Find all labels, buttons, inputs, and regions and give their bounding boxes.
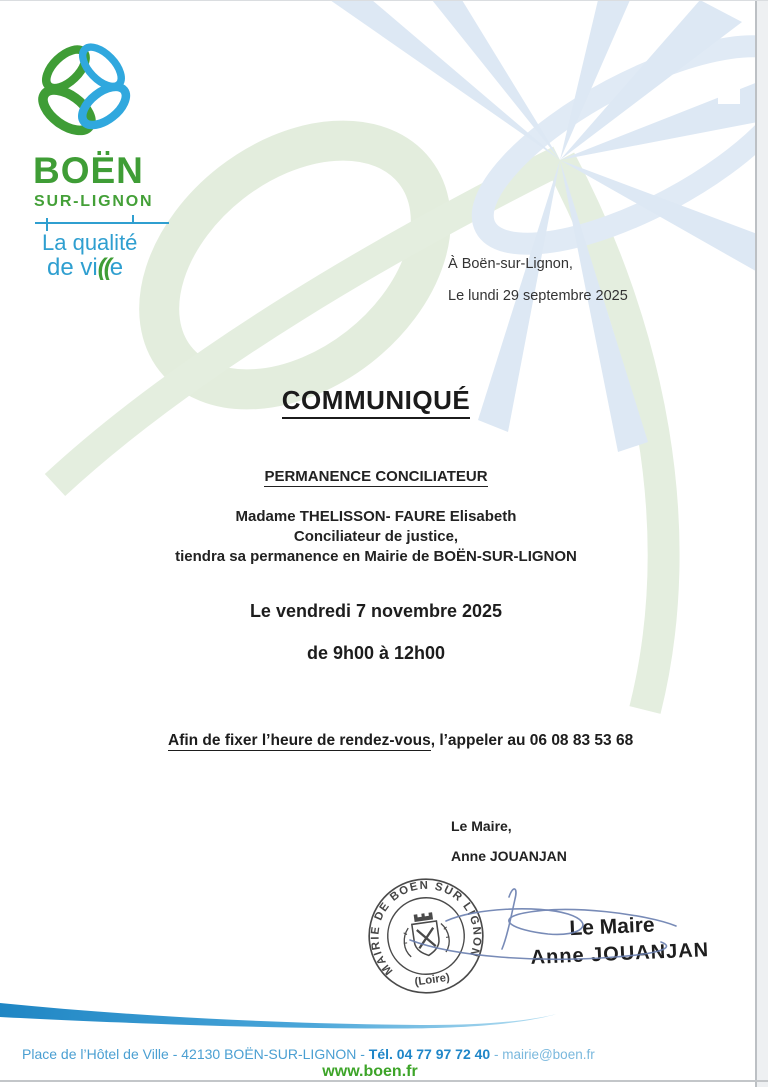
event-date: Le vendredi 7 novembre 2025 <box>249 601 503 621</box>
notice-body <box>0 507 752 567</box>
logo-tagline-line2 <box>47 254 123 282</box>
document-title <box>0 385 752 419</box>
notice-heading-text: PERMANENCE CONCILIATEUR <box>264 468 488 485</box>
scan-edge-top-line <box>0 0 768 1</box>
stamp-ring-text: MAIRIE DE BOEN SUR LIGNON <box>369 879 483 977</box>
logo-subtitle: SUR-LIGNON <box>34 193 154 210</box>
scan-white-square-artifact <box>718 84 740 104</box>
signoff-role: Le Maire, <box>451 818 512 834</box>
footer-website: www.boen.fr <box>322 1063 418 1080</box>
notice-line-2: Conciliateur de justice, <box>293 528 459 545</box>
appointment-phone-text: , l’appeler au 06 08 83 53 68 <box>430 732 634 749</box>
footer-wave-icon <box>0 1000 566 1030</box>
letter-date-line: Le lundi 29 septembre 2025 <box>448 288 628 304</box>
footer-address-text: Place de l’Hôtel de Ville - 42130 BOËN-SUR-LIGNON - <box>22 1046 369 1062</box>
leaf-glyph-icon: (( <box>97 254 110 281</box>
logo-tagline-line1: La qualité <box>42 230 138 255</box>
printed-role: Le Maire <box>568 913 656 941</box>
tagline-text-post: e <box>109 254 124 281</box>
letter-place-line: À Boën-sur-Lignon, <box>448 256 573 272</box>
footer-email: mairie@boen.fr <box>502 1047 595 1062</box>
logo-title: BOËN <box>33 150 144 191</box>
signoff-name: Anne JOUANJAN <box>451 848 567 864</box>
document-title-text: COMMUNIQUÉ <box>282 385 470 419</box>
footer-phone: Tél. 04 77 97 72 40 <box>368 1046 491 1062</box>
appointment-instruction <box>168 732 633 750</box>
notice-line-3: tiendra sa permanence en Mairie de BOËN-SUR-LIGNON <box>175 548 577 565</box>
event-hours: de 9h00 à 12h00 <box>306 643 446 663</box>
stamp-bottom-text: (Loire) <box>413 971 451 989</box>
scan-edge-bottom-line <box>0 1080 768 1082</box>
scan-edge-right-shade <box>757 0 768 1087</box>
tagline-text-pre: de vi <box>47 254 98 281</box>
scan-edge-right-line <box>755 0 757 1087</box>
signature-scribble <box>380 868 720 978</box>
printed-person-name: Anne JOUANJAN <box>530 939 710 969</box>
footer-address-line <box>22 1046 595 1062</box>
appointment-underlined-text: Afin de fixer l’heure de rendez-vous <box>168 732 431 749</box>
notice-heading <box>0 468 752 487</box>
notice-line-1: Madame THELISSON- FAURE Elisabeth <box>235 508 517 525</box>
clover-logo-icon <box>30 36 140 142</box>
footer-email-separator: - <box>490 1047 503 1062</box>
